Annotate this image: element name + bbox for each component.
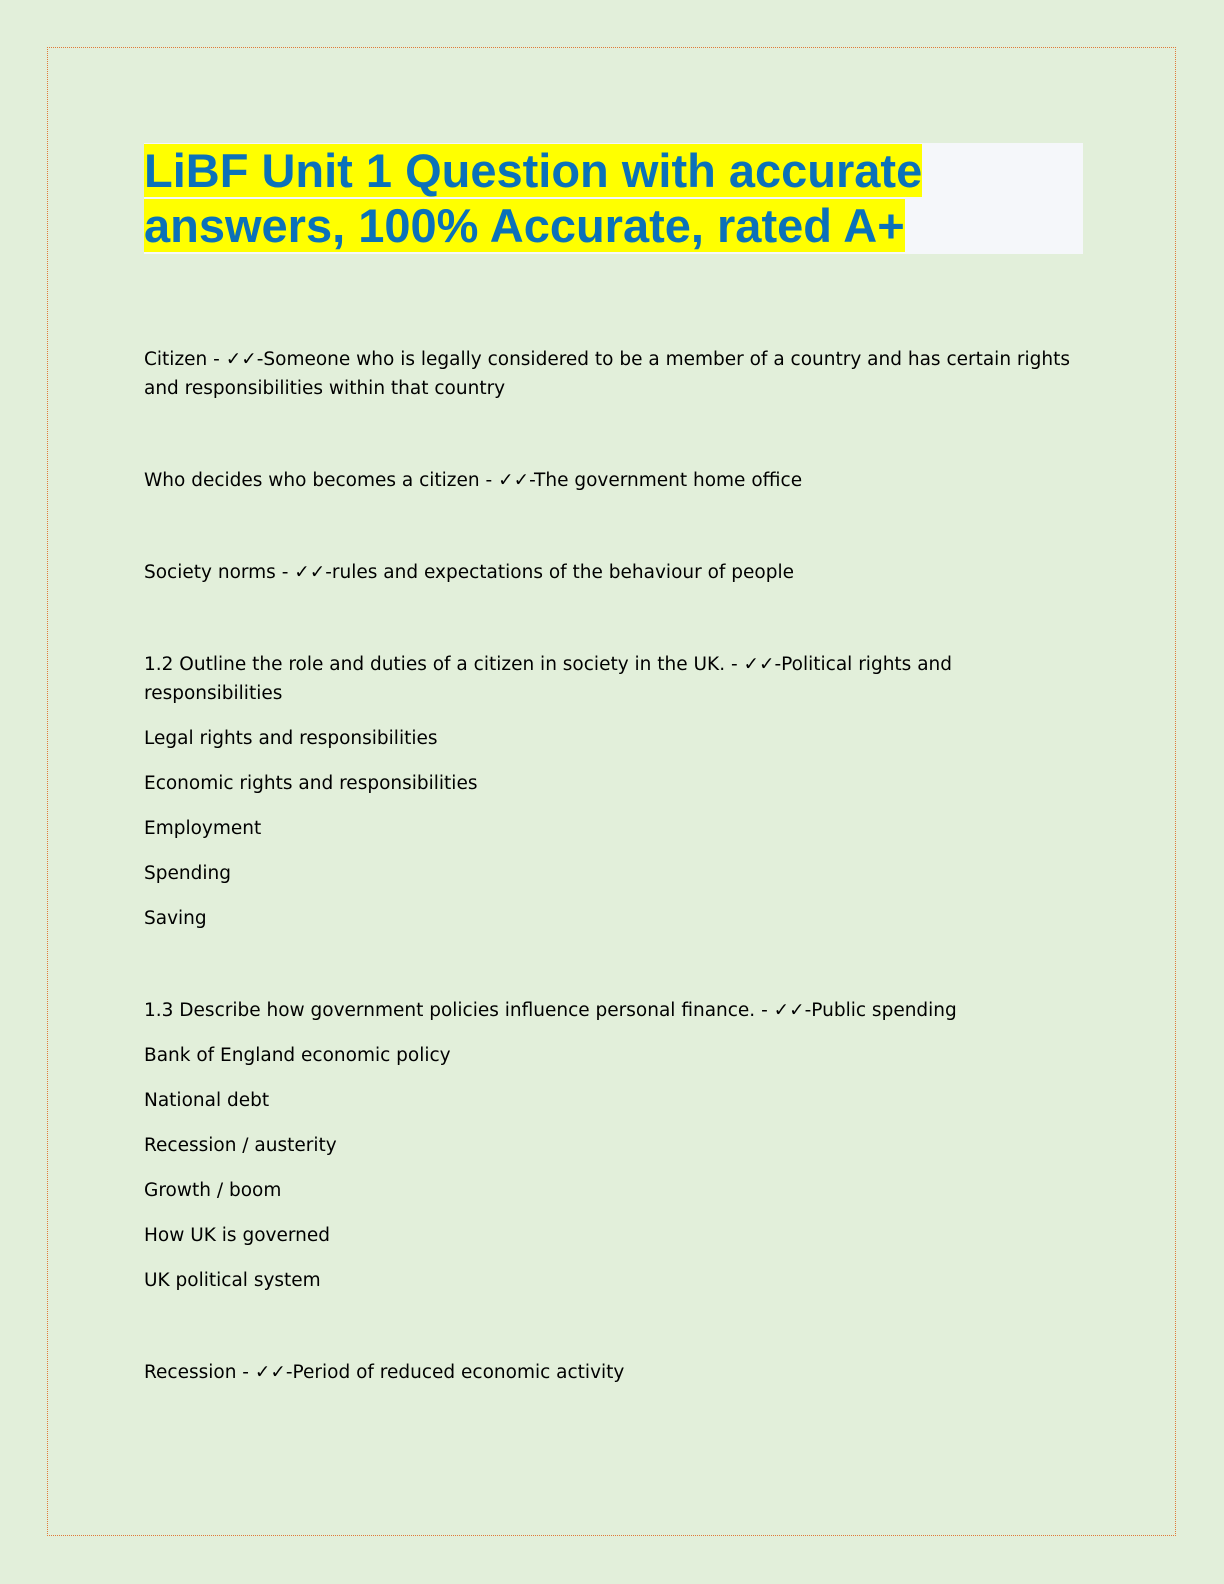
- list-item: National debt: [144, 1090, 270, 1111]
- list-item: UK political system: [144, 1270, 321, 1291]
- list-item: Employment: [144, 818, 262, 839]
- document-title-text: LiBF Unit 1 Question with accurate answers, 100% Accurate, rated A+: [144, 144, 923, 252]
- title-block: [144, 143, 1083, 254]
- list-item: Saving: [144, 908, 207, 929]
- list-item: How UK is governed: [144, 1225, 330, 1246]
- entry-role-and-duties: 1.2 Outline the role and duties of a citizen in society in the UK. - ✓✓-Political rights and responsibilities: [144, 654, 958, 704]
- list-item: Growth / boom: [144, 1180, 282, 1201]
- entry-government-policies: 1.3 Describe how government policies influence personal finance. - ✓✓-Public spending: [144, 1000, 957, 1021]
- entry-who-decides-citizen: Who decides who becomes a citizen - ✓✓-The government home office: [144, 470, 803, 491]
- document-title: [144, 143, 1083, 253]
- entry-society-norms: Society norms - ✓✓-rules and expectations of the behaviour of people: [144, 562, 795, 583]
- list-item: Recession / austerity: [144, 1135, 337, 1156]
- list-item: Bank of England economic policy: [144, 1045, 451, 1066]
- list-item: Economic rights and responsibilities: [144, 773, 478, 794]
- document-body: [144, 345, 1084, 1387]
- list-item: Legal rights and responsibilities: [144, 728, 438, 749]
- entry-citizen: Citizen - ✓✓-Someone who is legally considered to be a member of a country and has certain rights and responsibilities within that country: [144, 349, 1076, 399]
- entry-recession: Recession - ✓✓-Period of reduced economic activity: [144, 1362, 625, 1383]
- list-item: Spending: [144, 863, 231, 884]
